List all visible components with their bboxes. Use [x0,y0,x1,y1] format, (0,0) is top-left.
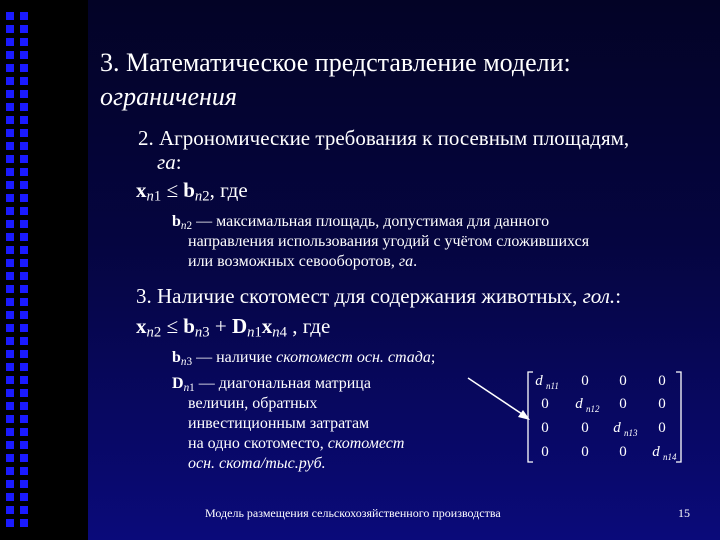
matrix-zero-entry: 0 [541,444,549,460]
section2-heading: 2. Агрономические требования к посевным площадям, [138,126,630,150]
section3-d-desc5: осн. скота/тыс.руб. [188,455,326,472]
matrix-diagonal-subscript: n11 [546,381,559,391]
matrix-diagonal-subscript: n14 [663,452,677,462]
section3-d-desc4: на одно скотоместо, скотомест [188,435,405,452]
title-subtitle: ограничения [100,82,237,111]
matrix-left-bracket [528,372,533,462]
matrix-right-bracket [676,372,681,462]
section2-formula: xn1 ≤ bn2, где [136,178,248,205]
pointer-arrow-line [468,378,528,418]
section2-desc-line3: или возможных севооборотов, га. [188,253,418,270]
matrix-zero-entry: 0 [541,420,549,436]
section3-b-desc: bn3 — наличие скотомест осн. стада; [172,349,436,368]
section3-formula: xn2 ≤ bn3 + Dn1xn4 , где [136,314,331,341]
matrix-zero-entry: 0 [658,396,666,412]
matrix-zero-entry: 0 [581,420,589,436]
matrix-zero-entry: 0 [581,373,589,389]
section2-heading-unit: га: [157,150,182,174]
matrix-diagonal-entry: d [535,373,543,389]
matrix-diagonal-entry: d [652,444,660,460]
matrix-zero-entry: 0 [658,373,666,389]
title-main: 3. Математическое представление модели: [100,48,571,77]
matrix-diagonal-entry: d [613,420,621,436]
section2-desc-line2: направления использования угодий с учётом сложившихся [188,233,590,250]
matrix-diagonal-subscript: n12 [586,404,600,414]
matrix-zero-entry: 0 [619,444,627,460]
matrix-diagonal-subscript: n13 [624,428,638,438]
matrix-zero-entry: 0 [619,373,627,389]
matrix-diagonal-entry: d [575,396,583,412]
matrix-zero-entry: 0 [581,444,589,460]
section3-d-desc3: инвестиционным затратам [188,415,370,432]
section3-heading: 3. Наличие скотомест для содержания животных, гол.: [136,284,622,308]
matrix-zero-entry: 0 [541,396,549,412]
footer-text: Модель размещения сельскохозяйственного производства [205,506,501,520]
matrix-zero-entry: 0 [619,396,627,412]
page-number: 15 [678,506,690,520]
matrix-zero-entry: 0 [658,420,666,436]
matrix-cells [535,373,677,462]
section3-d-desc2: величин, обратных [188,395,318,412]
section2-desc-line1: bn2 — максимальная площадь, допустимая для данного [172,213,550,232]
section3-d-desc1: Dn1 — диагональная матрица [172,375,371,394]
